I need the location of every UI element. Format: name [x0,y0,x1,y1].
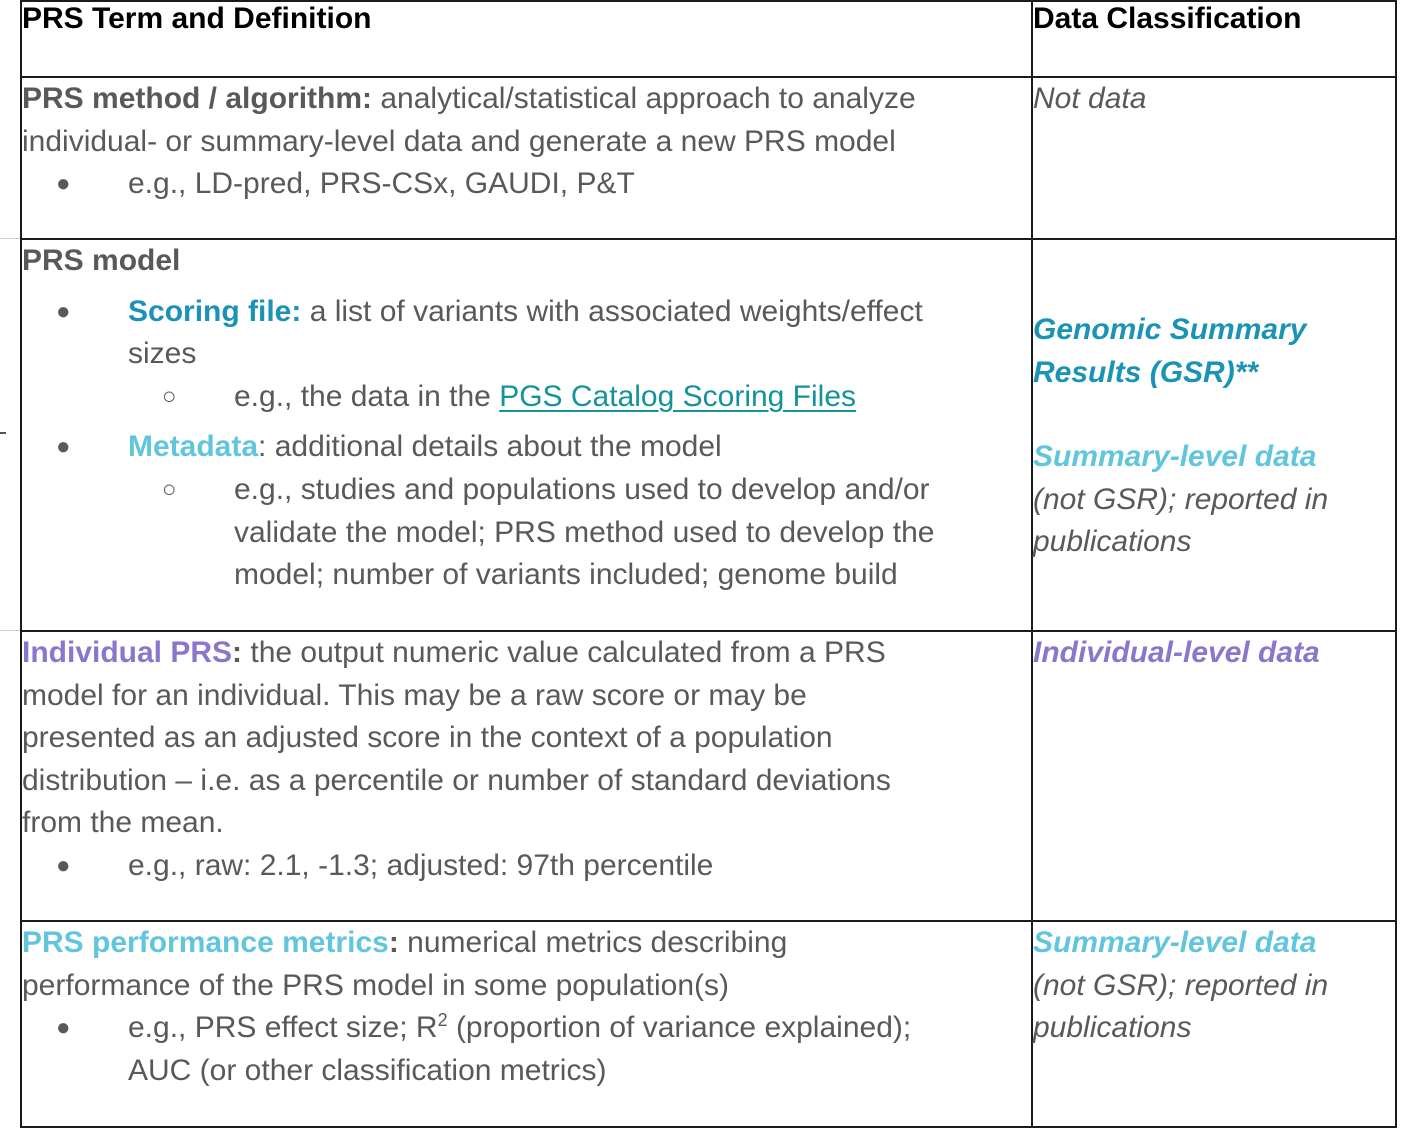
definition-text: individual- or summary-level data and generate a new PRS model [22,124,896,158]
example-text: AUC (or other classification metrics) [128,1053,607,1087]
list-item [22,426,1031,469]
sub-list-item [22,469,1031,512]
classification-summary: Summary-level data [1033,440,1317,474]
example-text: e.g., the data in the [234,379,500,413]
prs-classification-table [20,0,1397,1128]
term-label: PRS model [22,244,181,277]
classification-cell [1032,239,1396,631]
term-label: PRS method / algorithm: [22,82,373,115]
definition-text: from the mean. [22,806,224,840]
list-item [22,291,1031,334]
table-row [21,77,1396,239]
classification-note: publications [1033,1011,1192,1045]
definition-text: the output numeric value calculated from a PRS [242,636,886,669]
sub-list-item-continuation [22,554,1031,597]
classification-gsr: Genomic Summary [1033,313,1307,346]
example-text: model; number of variants included; genome build [234,558,898,592]
example-text: e.g., studies and populations used to develop and/or [234,472,930,506]
definition-text: numerical metrics describing [398,926,788,959]
list-item [22,1007,1031,1050]
classification-summary: Summary-level data [1033,926,1317,959]
edge-guide [0,238,20,239]
definition-text: : additional details about the model [258,430,722,464]
classification-note: publications [1033,525,1192,559]
list-item [22,845,1031,888]
column-header-term: PRS Term and Definition [21,1,1032,77]
classification-cell [1032,921,1396,1127]
example-text: e.g., raw: 2.1, -1.3; adjusted: 97th percentile [128,848,714,882]
definition-text: distribution – i.e. as a percentile or number of standard deviations [22,763,891,797]
edge-tick [0,432,6,434]
table-header-row [21,1,1396,77]
metadata-label: Metadata [128,430,259,464]
example-text: validate the model; PRS method used to develop the [234,515,935,549]
definition-text: analytical/statistical approach to analyze [372,82,916,115]
term-cell [21,77,1032,239]
bullet-icon: ● [56,851,71,879]
list-item-continuation [22,1050,1031,1093]
scoring-file-label: Scoring file: [128,294,302,328]
bullet-icon: ● [56,433,71,461]
bullet-icon: ● [56,297,71,325]
definition-text: performance of the PRS model in some population(s) [22,968,730,1002]
definition-text: presented as an adjusted score in the context of a population [22,721,833,755]
list-item-continuation [22,333,1031,376]
definition-text: model for an individual. This may be a raw score or may be [22,678,807,712]
classification-note: (not GSR); reported in [1033,968,1329,1002]
example-text: e.g., LD-pred, PRS-CSx, GAUDI, P&T [128,167,635,201]
term-cell: Individual PRS: the output numeric value calculated from a PRS model for an individual. This may be a raw score or may be presented as an adjusted score in the context of a population distribution – i.e. as a percentile or number of standard deviations from the mean. ● e.g., raw: 2.1, -1.3; adjusted: 97th percentile [21,631,1032,921]
edge-guide [0,630,20,631]
list-item [22,163,1031,206]
table-row [21,239,1396,631]
sub-list-item-continuation [22,512,1031,555]
term-label: Individual PRS [22,636,233,669]
definition-text: a list of variants with associated weights/effect [301,294,923,328]
definition-text: sizes [128,337,197,371]
column-header-classification: Data Classification [1032,1,1396,77]
example-text: (proportion of variance explained); [447,1011,912,1045]
bullet-icon: ● [56,170,71,198]
classification-gsr: Results (GSR)** [1033,355,1259,389]
example-text: e.g., PRS effect size; R [128,1011,438,1045]
sub-bullet-icon: ○ [162,475,177,503]
term-cell: PRS performance metrics: numerical metrics describing performance of the PRS model in some population(s) ● e.g., PRS effect size; $R^2$ (proportion of variance explained); AUC (or other classification metrics) [21,921,1032,1127]
table-row [21,631,1396,921]
superscript: 2 [437,1010,448,1031]
classification-label: Individual-level data [1033,636,1320,669]
classification-cell [1032,77,1396,239]
classification-label: Not data [1033,82,1147,115]
pgs-catalog-link[interactable]: PGS Catalog Scoring Files [499,379,857,413]
table-row [21,921,1396,1127]
bullet-icon: ● [56,1014,71,1042]
classification-cell [1032,631,1396,921]
sub-bullet-icon: ○ [162,382,177,410]
sub-list-item [22,376,1031,419]
term-label: PRS performance metrics [22,926,389,959]
term-cell [21,239,1032,631]
classification-note: (not GSR); reported in [1033,482,1329,516]
